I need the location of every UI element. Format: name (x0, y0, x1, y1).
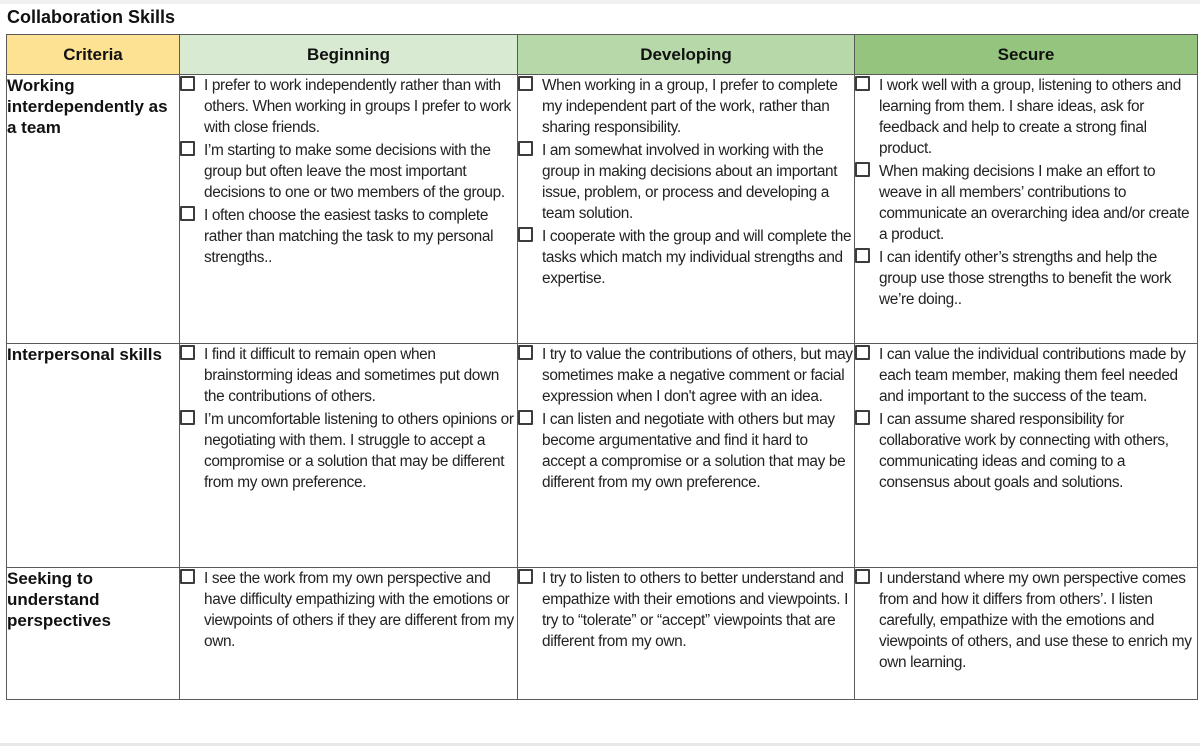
checklist-item[interactable] (518, 75, 854, 138)
checkbox[interactable] (518, 227, 533, 242)
checklist-item-text: I prefer to work independently rather than with others. When working in groups I prefer to work with close friends. (204, 77, 511, 136)
checkbox[interactable] (855, 162, 870, 177)
checkbox[interactable] (518, 76, 533, 91)
checklist-item-text: I’m uncomfortable listening to others opinions or negotiating with them. I struggle to accept a compromise or a solution that may be different from my own preference. (204, 411, 514, 491)
checkbox[interactable] (855, 569, 870, 584)
checklist-item-text: I understand where my own perspective comes from and how it differs from others’. I listen carefully, empathize with the emotions and viewpoints of others, and use these to enrich my own learning. (879, 570, 1192, 671)
table-row (7, 75, 1198, 344)
checklist-item[interactable] (855, 161, 1197, 245)
beginning-cell (180, 568, 518, 700)
checklist-item-text: I work well with a group, listening to others and learning from them. I share ideas, ask for feedback and help to create a strong final product. (879, 77, 1181, 157)
checklist-item-text: When making decisions I make an effort to weave in all members’ contributions to communicate an overarching idea and/or create a product. (879, 163, 1190, 243)
checkbox[interactable] (518, 410, 533, 425)
checklist-item-text: I see the work from my own perspective and have difficulty empathizing with the emotions or viewpoints of others if they are different from my own. (204, 570, 514, 650)
checklist-item-text: I often choose the easiest tasks to complete rather than matching the task to my personal strengths.. (204, 207, 494, 266)
checkbox[interactable] (518, 569, 533, 584)
checkbox[interactable] (855, 248, 870, 263)
page-title: Collaboration Skills (7, 7, 176, 27)
checklist-item[interactable] (180, 140, 517, 203)
header-row (7, 35, 1198, 75)
developing-cell (518, 344, 855, 568)
checklist-item-text: I’m starting to make some decisions with the group but often leave the most important decisions to one or two members of the group. (204, 142, 505, 201)
checkbox[interactable] (855, 345, 870, 360)
secure-cell (855, 568, 1198, 700)
checklist-item[interactable] (180, 344, 517, 407)
checkbox[interactable] (855, 76, 870, 91)
checklist-item[interactable] (180, 409, 517, 493)
checkbox[interactable] (180, 345, 195, 360)
checklist-item[interactable] (855, 568, 1197, 673)
checklist-item[interactable] (180, 75, 517, 138)
checklist-item[interactable] (855, 247, 1197, 310)
checklist-item[interactable] (518, 409, 854, 493)
checklist-item-text: When working in a group, I prefer to complete my independent part of the work, rather than sharing responsibility. (542, 77, 838, 136)
checklist-item[interactable] (518, 226, 854, 289)
checklist-item[interactable] (518, 140, 854, 224)
checklist-item-text: I am somewhat involved in working with the group in making decisions about an important issue, problem, or process and developing a team solution. (542, 142, 838, 222)
developing-cell (518, 75, 855, 344)
checkbox[interactable] (855, 410, 870, 425)
table-row (7, 344, 1198, 568)
beginning-cell (180, 75, 518, 344)
header-criteria: Criteria (7, 35, 180, 75)
checkbox[interactable] (518, 345, 533, 360)
criteria-cell: Interpersonal skills (7, 344, 180, 568)
checkbox[interactable] (518, 141, 533, 156)
checkbox[interactable] (180, 76, 195, 91)
top-bar (0, 0, 1200, 4)
checklist-item[interactable] (855, 344, 1197, 407)
checklist-item-text: I try to value the contributions of others, but may sometimes make a negative comment or facial expression when I don't agree with an idea. (542, 346, 853, 405)
checklist-item-text: I cooperate with the group and will complete the tasks which match my individual strengths and expertise. (542, 228, 852, 287)
checklist-item-text: I can listen and negotiate with others but may become argumentative and find it hard to accept a compromise or a solution that may be different from my own preference. (542, 411, 846, 491)
checklist-item-text: I find it difficult to remain open when brainstorming ideas and sometimes put down the contributions of others. (204, 346, 499, 405)
criteria-cell: Seeking to understand perspectives (7, 568, 180, 700)
secure-cell (855, 75, 1198, 344)
checkbox[interactable] (180, 141, 195, 156)
checklist-item-text: I can assume shared responsibility for collaborative work by connecting with others, communicating ideas and coming to a consensus about goals and solutions. (879, 411, 1169, 491)
header-beginning: Beginning (180, 35, 518, 75)
checklist-item[interactable] (855, 75, 1197, 159)
checkbox[interactable] (180, 410, 195, 425)
checklist-item[interactable] (855, 409, 1197, 493)
developing-cell (518, 568, 855, 700)
checkbox[interactable] (180, 569, 195, 584)
header-secure: Secure (855, 35, 1198, 75)
beginning-cell (180, 344, 518, 568)
criteria-cell: Working interdependently as a team (7, 75, 180, 344)
rubric-table (6, 34, 1198, 700)
header-developing: Developing (518, 35, 855, 75)
checklist-item-text: I can value the individual contributions made by each team member, making them feel needed and important to the success of the team. (879, 346, 1186, 405)
checklist-item[interactable] (180, 568, 517, 652)
secure-cell (855, 344, 1198, 568)
checkbox[interactable] (180, 206, 195, 221)
checklist-item[interactable] (518, 568, 854, 652)
checklist-item[interactable] (518, 344, 854, 407)
checklist-item-text: I can identify other’s strengths and help the group use those strengths to benefit the work we’re doing.. (879, 249, 1172, 308)
table-row (7, 568, 1198, 700)
checklist-item[interactable] (180, 205, 517, 268)
checklist-item-text: I try to listen to others to better understand and empathize with their emotions and viewpoints. I try to “tolerate” or “accept” viewpoints that are different from my own. (542, 570, 849, 650)
